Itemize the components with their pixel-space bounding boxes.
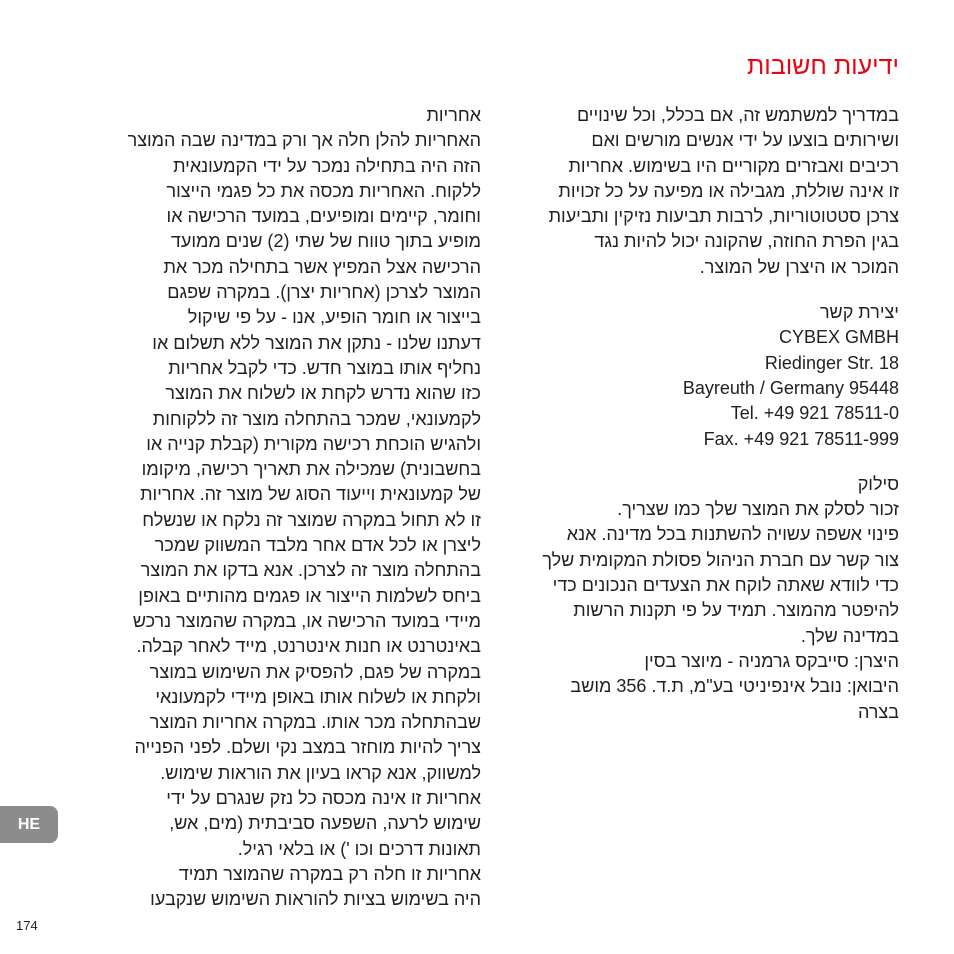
text-line: רכיבים ואבזרים מקוריים היו בשימוש. אחריות xyxy=(568,155,899,176)
text-line: בגין הפרת החוזה, שהקונה יכול להיות נגד xyxy=(594,231,899,252)
text-line: האחריות להלן חלה אך ורק במדינה שבה המוצר xyxy=(127,130,481,151)
text-line: פינוי אשפה עשויה להשתנות בכל מדינה. אנא xyxy=(566,524,899,545)
text-line: שימוש לרעה, השפעה סביבתית (מים, אש, xyxy=(169,813,481,834)
text-line: בצרה xyxy=(857,701,899,722)
text-line: היבואן: נובל אינפיניטי בע"מ, ת.ד. 356 מושב xyxy=(570,676,899,697)
text-line: המוכר או היצרן של המוצר. xyxy=(699,256,899,277)
text-line: היצרן: סייבקס גרמניה - מיוצר בסין xyxy=(644,650,899,671)
text-line: מיידי במועד הרכישה או, במקרה שהמוצר נרכש xyxy=(132,610,481,631)
text-line: ביחס לשלמות הייצור או פגמים מהותיים באופן xyxy=(138,585,481,606)
left-column xyxy=(101,103,481,913)
text-line: בהתחלה מוצר זה לצרכן. אנא בדקו את המוצר xyxy=(140,560,481,581)
language-tab: HE xyxy=(0,806,58,843)
text-line: הזה היה בתחילה נמכר על ידי הקמעונאית xyxy=(173,155,481,176)
right-column xyxy=(509,103,899,725)
text-line: מופיע בתוך טווח של שתי (2) שנים ממועד xyxy=(170,231,481,252)
text-line: צור קשר עם חברת הניהול פסולת המקומית שלך xyxy=(542,549,899,570)
disposal-heading: סילוק xyxy=(857,473,899,494)
text-line: ליצרן או לכל אדם אחר מלבד המשווק שמכר xyxy=(154,535,481,556)
contact-address xyxy=(509,325,899,451)
text-line: להיפטר מהמוצר. תמיד על פי תקנות הרשות xyxy=(573,600,899,621)
text-line: זכור לסלק את המוצר שלך כמו שצריך. xyxy=(617,499,899,520)
page-title: ידיעות חשובות xyxy=(746,52,899,80)
text-line: הרכישה אצל המפיץ אשר בתחילה מכר את xyxy=(163,256,481,277)
text-line: תאונות דרכים וכו ') או בלאי רגיל. xyxy=(237,838,481,859)
text-line: ולהגיש הוכחת רכישה מקורית (קבלת קנייה או xyxy=(146,433,481,454)
warranty-heading: אחריות xyxy=(426,105,481,125)
intro-paragraph xyxy=(509,103,899,280)
text-line: במדריך למשתמש זה, אם בכלל, וכל שינויים xyxy=(576,105,899,125)
contact-line: Riedinger Str. 18 xyxy=(764,352,899,373)
text-line: המוצר לצרכן (אחריות יצרן). במקרה שפגם xyxy=(167,282,481,303)
text-line: כזו שהוא נדרש לקחת או לשלוח את המוצר xyxy=(165,383,481,404)
text-line: ושירותים בוצעו על ידי אנשים מורשים ואם xyxy=(591,130,899,151)
text-line: אחריות זו חלה רק במקרה שהמוצר תמיד xyxy=(178,863,481,884)
text-line: היה בשימוש בציות להוראות השימוש שנקבעו xyxy=(150,889,481,910)
text-line: אחריות זו אינה מכסה כל נזק שנגרם על ידי xyxy=(166,788,481,809)
text-line: צרכן סטטוטוריות, לרבות תביעות נזיקין ותביעות xyxy=(548,206,899,227)
contact-line: Tel. +49 921 78511-0 xyxy=(730,403,899,424)
text-line: ללקוח. האחריות מכסה את כל פגמי הייצור xyxy=(166,180,481,201)
contact-line: Bayreuth / Germany 95448 xyxy=(682,377,899,398)
text-line: של קמעונאית וייעוד הסוג של מוצר זה. אחריות xyxy=(140,484,481,505)
text-line: במדינה שלך. xyxy=(800,625,899,646)
contact-line: Fax. +49 921 78511-999 xyxy=(703,428,899,449)
text-line: שבהתחלה מכר אותו. במקרה אחריות המוצר xyxy=(149,712,481,733)
warranty-paragraph xyxy=(101,128,481,912)
text-line: במקרה של פגם, להפסיק את השימוש במוצר xyxy=(149,661,481,682)
contact-heading: יצירת קשר xyxy=(819,302,899,323)
disposal-paragraph xyxy=(509,497,899,725)
text-line: נחליף אותו במוצר חדש. כדי לקבל אחריות xyxy=(168,357,481,378)
text-line: כדי לוודא שאתה לוקח את הצעדים הנכונים כדי xyxy=(552,575,899,596)
text-line: זו לא תחול במקרה שמוצר זה נלקח או שנשלח xyxy=(142,509,481,530)
text-line: בחשבונית) שמכילה את תאריך רכישה, מיקומו xyxy=(141,459,481,480)
text-line: ולקחת או לשלוח אותו באופן מיידי לקמעונאי xyxy=(155,686,481,707)
text-line: דעתנו שלנו - נתקן את המוצר ללא תשלום או xyxy=(152,332,481,353)
text-line: באינטרנט או חנות אינטרנט, מייד לאחר קבלה. xyxy=(136,636,481,657)
text-line: לקמעונאי, שמכר בהתחלה מוצר זה ללקוחות xyxy=(152,408,481,429)
page-number: 174 xyxy=(16,918,38,933)
contact-line: CYBEX GMBH xyxy=(778,327,899,348)
text-line: למשווק, אנא קראו בעיון את הוראות שימוש. xyxy=(160,762,481,783)
text-line: וחומר, קיימים ומופיעים, במועד הרכישה או xyxy=(166,206,481,227)
text-line: צריך להיות מוחזר במצב נקי ושלם. לפני הפנייה xyxy=(134,737,481,758)
text-line: זו אינה שוללת, מגבילה או מפיעה על כל זכויות xyxy=(558,180,899,201)
text-line: בייצור או חומר הופיע, אנו - על פי שיקול xyxy=(187,307,481,328)
